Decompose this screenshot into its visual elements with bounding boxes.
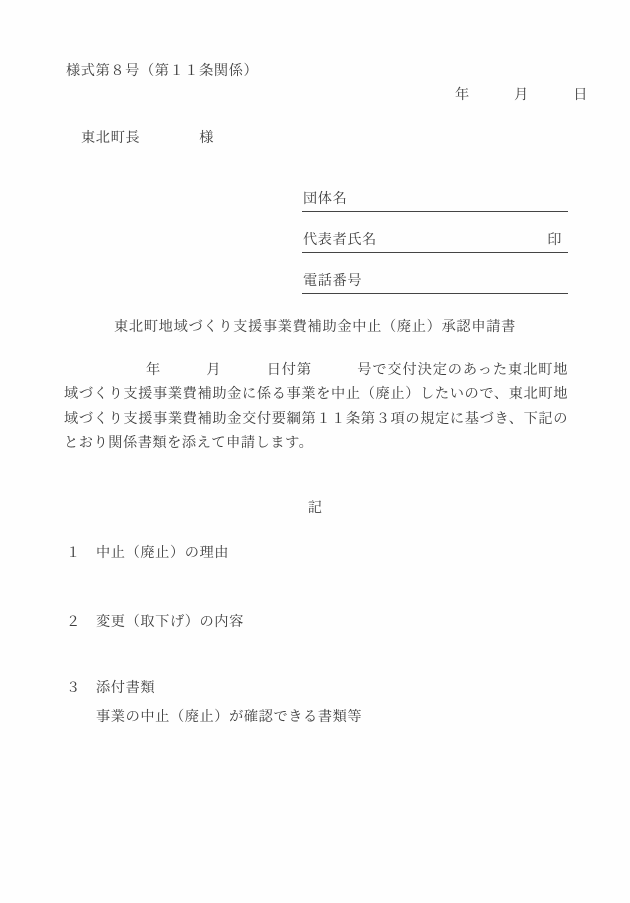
date-fill-line: 年 月 日 xyxy=(455,87,589,103)
list-item xyxy=(66,611,566,631)
addressee-line: 東北町長 様 xyxy=(81,130,215,146)
list-item xyxy=(66,542,566,562)
field-row-phone-number[interactable] xyxy=(302,269,568,294)
applicant-info-block xyxy=(302,187,568,294)
list-item xyxy=(66,677,566,726)
document-title: 東北町地域づくり支援事業費補助金中止（廃止）承認申請書 xyxy=(114,319,516,335)
ki-marker: 記 xyxy=(307,500,323,516)
item-heading-2 xyxy=(66,611,566,631)
body-paragraph: 年 月 日付第 号で交付決定のあった東北町地域づくり支援事業費補助金に係る事業を中止（廃止）したいので、東北町地域づくり支援事業費補助金交付要綱第１１条第３項の規定に基づき、下記のとおり関係書類を添えて申請します。 xyxy=(64,362,568,451)
item-number-1: １ xyxy=(66,545,81,561)
item-label-3: 添付書類 xyxy=(96,680,156,696)
item-label-2: 変更（取下げ）の内容 xyxy=(96,614,244,630)
item-heading-1 xyxy=(66,542,566,562)
field-row-organization-name[interactable] xyxy=(302,187,568,212)
field-row-representative-name[interactable] xyxy=(302,228,568,253)
item-number-3: ３ xyxy=(66,680,81,696)
phone-number-label: 電話番号 xyxy=(303,273,363,289)
item-label-1: 中止（廃止）の理由 xyxy=(96,545,230,561)
form-number-label: 様式第８号（第１１条関係） xyxy=(66,63,259,79)
item-sub-label-3: 事業の中止（廃止）が確認できる書類等 xyxy=(96,709,363,725)
representative-name-label: 代表者氏名 xyxy=(303,232,377,248)
item-heading-3 xyxy=(66,677,566,697)
item-number-2: ２ xyxy=(66,614,81,630)
organization-name-label: 団体名 xyxy=(303,191,348,207)
seal-mark-icon: 印 xyxy=(547,232,562,248)
